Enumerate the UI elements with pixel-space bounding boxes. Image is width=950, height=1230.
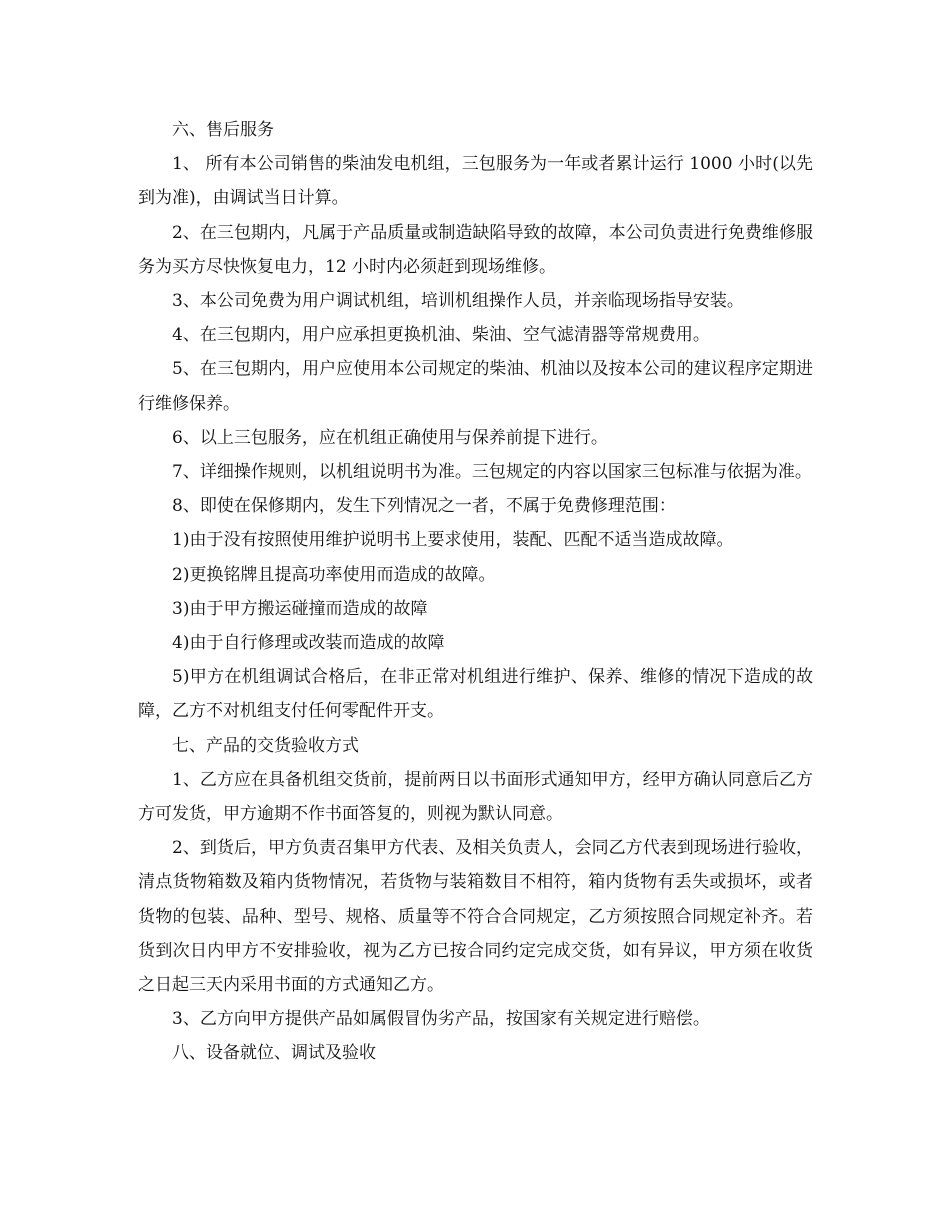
paragraph: 6、以上三包服务，应在机组正确使用与保养前提下进行。 [172, 427, 608, 448]
paragraph: 8、即使在保修期内，发生下列情况之一者，不属于免费修理范围： [172, 496, 676, 517]
paragraph: 4、在三包期内，用户应承担更换机油、柴油、空气滤清器等常规费用。 [172, 325, 710, 346]
paragraph: 2、到货后，甲方负责召集甲方代表、及相关负责人，会同乙方代表到现场进行验收，清点货物箱数及箱内货物情况，若货物与装箱数目不相符，箱内货物有丢失或损坏，或者货物的包装、品种、型号、规格、质量等不符合合同规定，乙方须按照合同规定补齐。若货到次日内甲方不安排验收，视为乙方已按合同约定完成交货，如有异议，甲方须在收货之日起三天内采用书面的方式通知乙方。 [138, 838, 813, 996]
document-body [138, 113, 813, 1071]
section-heading-after-sales: 六、售后服务 [172, 120, 274, 140]
list-item: 1)由于没有按照使用维护说明书上要求使用，装配、匹配不适当造成故障。 [172, 530, 734, 551]
list-item: 4)由于自行修理或改装而造成的故障 [172, 633, 445, 654]
paragraph: 5、在三包期内，用户应使用本公司规定的柴油、机油以及按本公司的建议程序定期进行维修保养。 [138, 359, 813, 414]
paragraph: 3、本公司免费为用户调试机组，培训机组操作人员，并亲临现场指导安装。 [172, 291, 744, 312]
paragraph: 1、 所有本公司销售的柴油发电机组，三包服务为一年或者累计运行 1000 小时(以先到为准)，由调试当日计算。 [138, 154, 813, 209]
paragraph: 7、详细操作规则，以机组说明书为准。三包规定的内容以国家三包标准与依据为准。 [172, 462, 812, 483]
section-heading-delivery-acceptance: 七、产品的交货验收方式 [172, 735, 359, 756]
paragraph: 3、乙方向甲方提供产品如属假冒伪劣产品，按国家有关规定进行赔偿。 [172, 1009, 710, 1030]
list-item: 5)甲方在机组调试合格后，在非正常对机组进行维护、保养、维修的情况下造成的故障，乙方不对机组支付任何零配件开支。 [138, 667, 813, 722]
list-item: 2)更换铭牌且提高功率使用而造成的故障。 [172, 564, 496, 585]
paragraph: 2、在三包期内，凡属于产品质量或制造缺陷导致的故障，本公司负责进行免费维修服务为买方尽快恢复电力，12 小时内必须赶到现场维修。 [138, 222, 813, 277]
list-item: 3)由于甲方搬运碰撞而造成的故障 [172, 598, 428, 619]
paragraph: 1、乙方应在具备机组交货前，提前两日以书面形式通知甲方，经甲方确认同意后乙方方可发货，甲方逾期不作书面答复的，则视为默认同意。 [138, 769, 813, 825]
section-heading-installation-commissioning: 八、设备就位、调试及验收 [172, 1043, 376, 1064]
